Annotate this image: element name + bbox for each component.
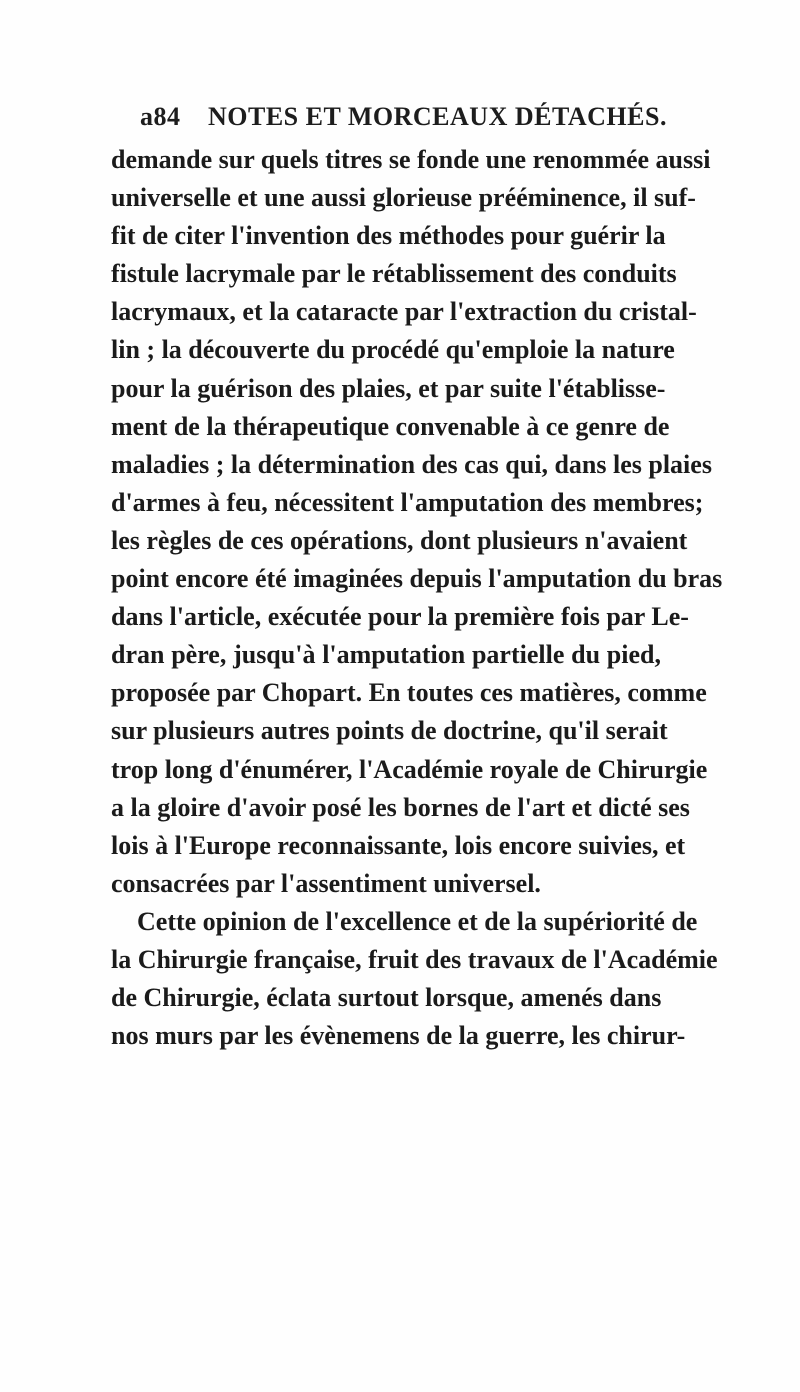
text-line: fistule lacrymale par le rétablissement des conduits: [111, 259, 677, 289]
text-line: les règles de ces opérations, dont plusieurs n'avaient: [111, 525, 688, 555]
body-text: [111, 141, 723, 1055]
text-line: point encore été imaginées depuis l'amputation du bras: [111, 564, 723, 594]
text-line: sur plusieurs autres points de doctrine, qu'il serait: [111, 716, 668, 746]
text-line: pour la guérison des plaies, et par suite l'établisse-: [111, 373, 666, 403]
text-line: fit de citer l'invention des méthodes pour guérir la: [111, 221, 666, 251]
paragraph: [111, 141, 723, 903]
text-line: nos murs par les évènemens de la guerre, les chirur-: [111, 1021, 686, 1051]
text-line: de Chirurgie, éclata surtout lorsque, amenés dans: [111, 983, 662, 1013]
paragraph: [111, 903, 718, 1055]
text-line: ment de la thérapeutique convenable à ce genre de: [111, 411, 670, 441]
page-number: a84: [140, 102, 181, 131]
text-line: dans l'article, exécutée pour la première fois par Le-: [111, 602, 689, 632]
text-line: consacrées par l'assentiment universel.: [111, 868, 541, 898]
text-line: dran père, jusqu'à l'amputation partielle du pied,: [111, 640, 661, 670]
text-line: universelle et une aussi glorieuse prééminence, il suf-: [111, 183, 696, 213]
text-line: lacrymaux, et la cataracte par l'extraction du cristal-: [111, 297, 697, 327]
text-line: maladies ; la détermination des cas qui, dans les plaies: [111, 449, 712, 479]
text-line: demande sur quels titres se fonde une renommée aussi: [111, 145, 711, 174]
text-line: la Chirurgie française, fruit des travaux de l'Académie: [111, 944, 718, 974]
text-line: trop long d'énumérer, l'Académie royale de Chirurgie: [111, 754, 708, 784]
text-line: proposée par Chopart. En toutes ces matières, comme: [111, 678, 707, 708]
text-line: lin ; la découverte du procédé qu'emploie la nature: [111, 335, 675, 365]
running-head: NOTES ET MORCEAUX DÉTACHÉS.: [208, 102, 667, 131]
text-line: Cette opinion de l'excellence et de la supériorité de: [137, 906, 698, 936]
text-line: lois à l'Europe reconnaissante, lois encore suivies, et: [111, 830, 686, 860]
page-header: [140, 102, 667, 142]
text-line: d'armes à feu, nécessitent l'amputation des membres;: [111, 487, 704, 517]
text-line: a la gloire d'avoir posé les bornes de l'art et dicté ses: [111, 792, 690, 822]
